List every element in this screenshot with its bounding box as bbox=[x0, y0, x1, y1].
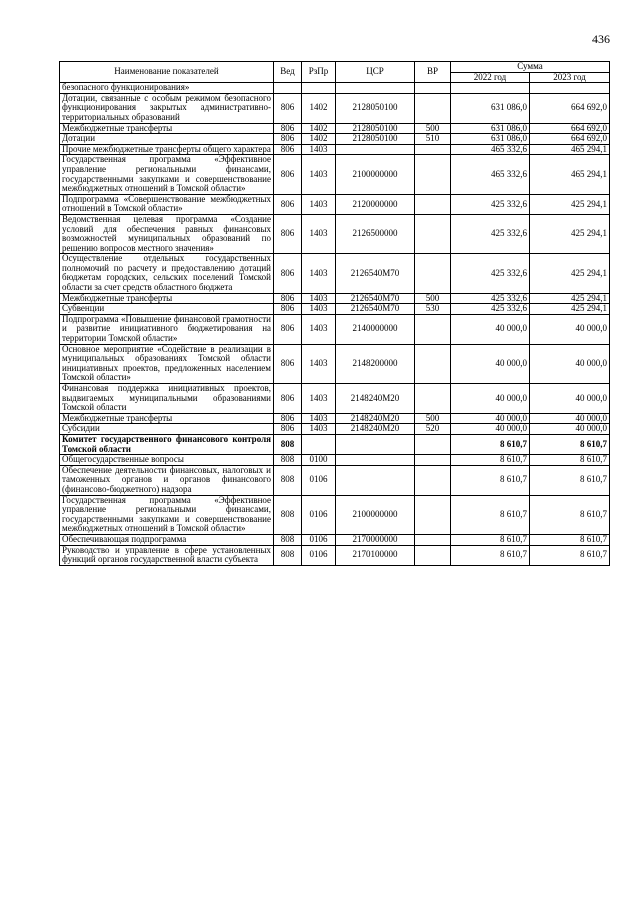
row-vr bbox=[415, 384, 451, 414]
row-sum-2023 bbox=[530, 83, 610, 94]
row-sum-2023: 664 692,0 bbox=[530, 93, 610, 123]
row-name: Государственная программа «Эффективное управление региональными финансами, государственными закупками и совершенствование межбюджетных отношений в Томской области» bbox=[60, 495, 274, 534]
row-ved bbox=[274, 83, 302, 94]
row-csr: 2170100000 bbox=[336, 545, 415, 565]
row-rzpr: 0106 bbox=[302, 465, 336, 495]
row-sum-2023: 465 294,1 bbox=[530, 155, 610, 194]
table-row bbox=[60, 384, 610, 414]
row-vr bbox=[415, 344, 451, 383]
row-rzpr bbox=[302, 434, 336, 454]
row-sum-2022: 40 000,0 bbox=[451, 384, 530, 414]
row-ved: 806 bbox=[274, 304, 302, 315]
row-ved: 806 bbox=[274, 293, 302, 304]
row-sum-2022: 631 086,0 bbox=[451, 93, 530, 123]
row-csr: 2170000000 bbox=[336, 534, 415, 545]
row-csr: 2126540M70 bbox=[336, 254, 415, 293]
page-number: 436 bbox=[592, 32, 610, 46]
row-ved: 806 bbox=[274, 214, 302, 253]
row-ved: 806 bbox=[274, 413, 302, 424]
row-sum-2022: 425 332,6 bbox=[451, 293, 530, 304]
row-rzpr: 1402 bbox=[302, 123, 336, 134]
row-sum-2023: 40 000,0 bbox=[530, 413, 610, 424]
row-rzpr: 1402 bbox=[302, 134, 336, 145]
row-name: Комитет государственного финансового контроля Томской области bbox=[60, 434, 274, 454]
row-rzpr: 0106 bbox=[302, 495, 336, 534]
row-ved: 806 bbox=[274, 93, 302, 123]
row-sum-2023: 425 294,1 bbox=[530, 293, 610, 304]
row-name: Осуществление отдельных государственных полномочий по расчету и предоставлению дотаций бюджетам городских, сельских поселений Томской области за счет средств областного бюджета bbox=[60, 254, 274, 293]
table-row bbox=[60, 123, 610, 134]
row-ved: 806 bbox=[274, 384, 302, 414]
table-row bbox=[60, 465, 610, 495]
row-name: Обеспечение деятельности финансовых, налоговых и таможенных органов и органов финансового (финансово-бюджетного) надзора bbox=[60, 465, 274, 495]
row-csr bbox=[336, 83, 415, 94]
row-sum-2023: 8 610,7 bbox=[530, 545, 610, 565]
row-sum-2023: 8 610,7 bbox=[530, 495, 610, 534]
row-csr bbox=[336, 144, 415, 155]
table-row bbox=[60, 545, 610, 565]
row-name: Субсидии bbox=[60, 424, 274, 435]
row-sum-2023: 664 692,0 bbox=[530, 123, 610, 134]
table-row bbox=[60, 344, 610, 383]
row-rzpr: 0100 bbox=[302, 455, 336, 466]
row-csr: 2100000000 bbox=[336, 495, 415, 534]
row-name: Прочие межбюджетные трансферты общего характера bbox=[60, 144, 274, 155]
row-sum-2023: 425 294,1 bbox=[530, 214, 610, 253]
row-name: Государственная программа «Эффективное управление региональными финансами, государственными закупками и совершенствование межбюджетных отношений в Томской области» bbox=[60, 155, 274, 194]
row-sum-2022: 40 000,0 bbox=[451, 424, 530, 435]
row-name: Дотации, связанные с особым режимом безопасного функционирования закрытых административно-территориальных образований bbox=[60, 93, 274, 123]
row-sum-2023: 40 000,0 bbox=[530, 384, 610, 414]
row-csr: 2148240M20 bbox=[336, 413, 415, 424]
row-name: Межбюджетные трансферты bbox=[60, 123, 274, 134]
row-sum-2022: 40 000,0 bbox=[451, 314, 530, 344]
row-csr: 2126540M70 bbox=[336, 293, 415, 304]
row-rzpr: 1403 bbox=[302, 293, 336, 304]
row-csr bbox=[336, 434, 415, 454]
row-vr bbox=[415, 534, 451, 545]
row-ved: 808 bbox=[274, 534, 302, 545]
row-sum-2023: 8 610,7 bbox=[530, 434, 610, 454]
row-sum-2023: 40 000,0 bbox=[530, 424, 610, 435]
table-row bbox=[60, 93, 610, 123]
row-csr: 2126500000 bbox=[336, 214, 415, 253]
row-vr: 500 bbox=[415, 123, 451, 134]
row-sum-2023: 664 692,0 bbox=[530, 134, 610, 145]
table-row bbox=[60, 254, 610, 293]
row-sum-2022: 8 610,7 bbox=[451, 465, 530, 495]
row-sum-2023: 40 000,0 bbox=[530, 344, 610, 383]
row-sum-2022 bbox=[451, 83, 530, 94]
header-name: Наименование показателей bbox=[60, 62, 274, 83]
header-vr: ВР bbox=[415, 62, 451, 83]
row-rzpr: 1403 bbox=[302, 424, 336, 435]
table-row bbox=[60, 83, 610, 94]
row-rzpr: 1403 bbox=[302, 194, 336, 214]
table-row bbox=[60, 314, 610, 344]
table-row bbox=[60, 495, 610, 534]
row-name: Субвенции bbox=[60, 304, 274, 315]
table-row bbox=[60, 455, 610, 466]
row-vr bbox=[415, 545, 451, 565]
row-ved: 806 bbox=[274, 155, 302, 194]
table-row bbox=[60, 424, 610, 435]
row-rzpr: 1403 bbox=[302, 304, 336, 315]
row-ved: 806 bbox=[274, 194, 302, 214]
row-rzpr: 1403 bbox=[302, 144, 336, 155]
row-sum-2023: 425 294,1 bbox=[530, 254, 610, 293]
row-rzpr: 1403 bbox=[302, 254, 336, 293]
row-csr: 2148240M20 bbox=[336, 384, 415, 414]
table-row bbox=[60, 304, 610, 315]
row-sum-2023: 8 610,7 bbox=[530, 465, 610, 495]
table-row bbox=[60, 434, 610, 454]
row-vr bbox=[415, 155, 451, 194]
row-vr bbox=[415, 455, 451, 466]
row-rzpr: 1403 bbox=[302, 214, 336, 253]
row-vr bbox=[415, 83, 451, 94]
header-ved: Вед bbox=[274, 62, 302, 83]
row-ved: 806 bbox=[274, 144, 302, 155]
row-rzpr: 1403 bbox=[302, 155, 336, 194]
row-rzpr: 1403 bbox=[302, 384, 336, 414]
row-csr: 2128050100 bbox=[336, 134, 415, 145]
row-sum-2022: 425 332,6 bbox=[451, 214, 530, 253]
row-ved: 806 bbox=[274, 123, 302, 134]
row-sum-2022: 631 086,0 bbox=[451, 123, 530, 134]
row-rzpr: 0106 bbox=[302, 545, 336, 565]
row-vr: 530 bbox=[415, 304, 451, 315]
header-2022: 2022 год bbox=[451, 72, 530, 83]
row-rzpr bbox=[302, 83, 336, 94]
row-sum-2022: 40 000,0 bbox=[451, 413, 530, 424]
row-sum-2023: 425 294,1 bbox=[530, 194, 610, 214]
row-rzpr: 1402 bbox=[302, 93, 336, 123]
row-vr bbox=[415, 314, 451, 344]
row-vr bbox=[415, 465, 451, 495]
row-rzpr: 1403 bbox=[302, 413, 336, 424]
row-rzpr: 1403 bbox=[302, 344, 336, 383]
row-vr: 500 bbox=[415, 413, 451, 424]
row-vr: 510 bbox=[415, 134, 451, 145]
row-ved: 808 bbox=[274, 495, 302, 534]
row-csr: 2140000000 bbox=[336, 314, 415, 344]
row-sum-2023: 8 610,7 bbox=[530, 534, 610, 545]
row-sum-2022: 465 332,6 bbox=[451, 144, 530, 155]
row-name: Финансовая поддержка инициативных проектов, выдвигаемых муниципальными образованиями Томской области bbox=[60, 384, 274, 414]
row-name: Общегосударственные вопросы bbox=[60, 455, 274, 466]
row-name: Подпрограмма «Повышение финансовой грамотности и развитие инициативного бюджетирования на территории Томской области» bbox=[60, 314, 274, 344]
row-ved: 806 bbox=[274, 314, 302, 344]
header-2023: 2023 год bbox=[530, 72, 610, 83]
table-row bbox=[60, 293, 610, 304]
row-csr: 2148240M20 bbox=[336, 424, 415, 435]
table-row bbox=[60, 194, 610, 214]
header-rzpr: РзПр bbox=[302, 62, 336, 83]
row-csr bbox=[336, 465, 415, 495]
row-name: Дотации bbox=[60, 134, 274, 145]
row-name: Ведомственная целевая программа «Создание условий для обеспечения равных финансовых возможностей муниципальных образований по решению вопросов местного значения» bbox=[60, 214, 274, 253]
table-row bbox=[60, 134, 610, 145]
row-vr: 520 bbox=[415, 424, 451, 435]
row-csr: 2100000000 bbox=[336, 155, 415, 194]
row-csr: 2128050100 bbox=[336, 93, 415, 123]
table-row bbox=[60, 155, 610, 194]
row-sum-2022: 8 610,7 bbox=[451, 434, 530, 454]
budget-table bbox=[59, 61, 610, 566]
row-sum-2023: 40 000,0 bbox=[530, 314, 610, 344]
row-sum-2022: 425 332,6 bbox=[451, 304, 530, 315]
row-name: Основное мероприятие «Содействие в реализации в муниципальных образованиях Томской области инициативных проектов, предложенных населением Томской области» bbox=[60, 344, 274, 383]
row-name: Обеспечивающая подпрограмма bbox=[60, 534, 274, 545]
row-csr: 2120000000 bbox=[336, 194, 415, 214]
table-row bbox=[60, 214, 610, 253]
row-csr: 2148200000 bbox=[336, 344, 415, 383]
row-sum-2022: 40 000,0 bbox=[451, 344, 530, 383]
row-ved: 806 bbox=[274, 424, 302, 435]
row-name: Подпрограмма «Совершенствование межбюджетных отношений в Томской области» bbox=[60, 194, 274, 214]
row-sum-2022: 465 332,6 bbox=[451, 155, 530, 194]
row-sum-2023: 465 294,1 bbox=[530, 144, 610, 155]
row-vr bbox=[415, 144, 451, 155]
row-vr bbox=[415, 254, 451, 293]
row-sum-2022: 425 332,6 bbox=[451, 254, 530, 293]
table-row bbox=[60, 144, 610, 155]
header-csr: ЦСР bbox=[336, 62, 415, 83]
row-rzpr: 0106 bbox=[302, 534, 336, 545]
row-sum-2023: 425 294,1 bbox=[530, 304, 610, 315]
row-ved: 808 bbox=[274, 545, 302, 565]
table-row bbox=[60, 413, 610, 424]
row-vr bbox=[415, 434, 451, 454]
row-ved: 808 bbox=[274, 455, 302, 466]
row-ved: 808 bbox=[274, 465, 302, 495]
row-sum-2022: 8 610,7 bbox=[451, 545, 530, 565]
row-vr bbox=[415, 93, 451, 123]
row-sum-2022: 631 086,0 bbox=[451, 134, 530, 145]
row-ved: 806 bbox=[274, 134, 302, 145]
row-sum-2022: 425 332,6 bbox=[451, 194, 530, 214]
row-csr: 2126540M70 bbox=[336, 304, 415, 315]
table-row bbox=[60, 534, 610, 545]
row-name: Руководство и управление в сфере установленных функций органов государственной власти субъекта bbox=[60, 545, 274, 565]
row-vr bbox=[415, 495, 451, 534]
header-sum: Сумма bbox=[451, 62, 610, 73]
row-sum-2022: 8 610,7 bbox=[451, 495, 530, 534]
row-name: безопасного функционирования» bbox=[60, 83, 274, 94]
row-csr bbox=[336, 455, 415, 466]
row-vr bbox=[415, 214, 451, 253]
row-ved: 806 bbox=[274, 254, 302, 293]
row-csr: 2128050100 bbox=[336, 123, 415, 134]
row-ved: 806 bbox=[274, 344, 302, 383]
row-sum-2023: 8 610,7 bbox=[530, 455, 610, 466]
row-name: Межбюджетные трансферты bbox=[60, 293, 274, 304]
row-rzpr: 1403 bbox=[302, 314, 336, 344]
row-vr: 500 bbox=[415, 293, 451, 304]
row-vr bbox=[415, 194, 451, 214]
row-name: Межбюджетные трансферты bbox=[60, 413, 274, 424]
row-sum-2022: 8 610,7 bbox=[451, 455, 530, 466]
row-ved: 808 bbox=[274, 434, 302, 454]
row-sum-2022: 8 610,7 bbox=[451, 534, 530, 545]
